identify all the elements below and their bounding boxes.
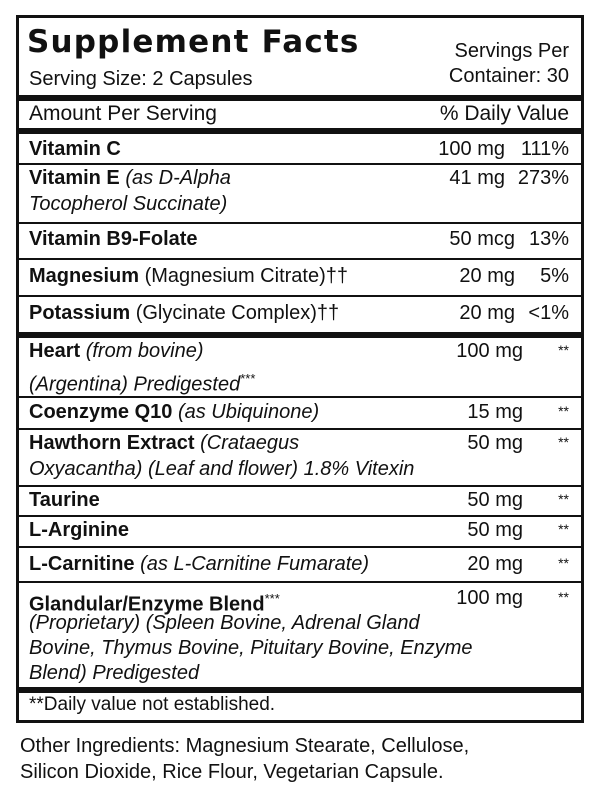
nutrient-daily-value: **	[558, 589, 569, 605]
nutrient-name: L-Arginine	[29, 519, 129, 541]
footnote: **Daily value not established.	[29, 694, 276, 715]
nutrient-daily-value: **	[558, 521, 569, 537]
nutrient-amount: 15 mg	[467, 401, 523, 423]
divider-thin	[19, 295, 581, 297]
nutrient-daily-value: **	[558, 434, 569, 450]
amount-per-serving-header: Amount Per Serving	[29, 102, 217, 125]
nutrient-name: Vitamin B9-Folate	[29, 228, 198, 250]
divider-thin	[19, 396, 581, 398]
nutrient-amount: 100 mg	[456, 587, 523, 609]
panel-title: Supplement Facts	[27, 24, 360, 60]
nutrient-description: Tocopherol Succinate)	[29, 193, 228, 215]
nutrient-name: L-Carnitine (as L-Carnitine Fumarate)	[29, 553, 370, 575]
nutrient-daily-value: **	[558, 403, 569, 419]
nutrient-description: Blend) Predigested	[29, 662, 200, 684]
nutrient-name: Potassium (Glycinate Complex)††	[29, 302, 340, 324]
nutrient-amount: 50 mg	[467, 519, 523, 541]
nutrient-name: Magnesium (Magnesium Citrate)††	[29, 265, 348, 287]
nutrient-daily-value: **	[558, 491, 569, 507]
nutrient-name: Glandular/Enzyme Blend***	[29, 591, 280, 616]
nutrient-name: Hawthorn Extract (Crataegus	[29, 432, 300, 454]
nutrient-amount: 20 mg	[467, 553, 523, 575]
nutrient-amount: 20 mg	[459, 265, 515, 287]
nutrient-name: Heart (from bovine)	[29, 340, 204, 362]
nutrient-name: Taurine	[29, 489, 100, 511]
nutrient-daily-value: **	[558, 342, 569, 358]
divider-thin	[19, 258, 581, 260]
nutrient-amount: 50 mg	[467, 432, 523, 454]
nutrient-amount: 50 mg	[467, 489, 523, 511]
nutrient-amount: 100 mg	[456, 340, 523, 362]
divider-thin	[19, 485, 581, 487]
nutrient-daily-value: 5%	[540, 265, 569, 287]
supplement-facts-panel	[16, 15, 584, 723]
nutrient-amount: 50 mcg	[449, 228, 515, 250]
nutrient-daily-value: **	[558, 555, 569, 571]
divider-thin	[19, 163, 581, 165]
nutrient-daily-value: <1%	[528, 302, 569, 324]
serving-size: Serving Size: 2 Capsules	[29, 68, 253, 90]
divider-thick	[19, 128, 581, 134]
other-ingredients-line1: Other Ingredients: Magnesium Stearate, Cellulose,	[20, 735, 470, 757]
nutrient-daily-value: 273%	[517, 167, 569, 189]
other-ingredients	[20, 733, 590, 785]
nutrient-name: Vitamin E (as D-Alpha	[29, 167, 231, 189]
nutrient-description: Oxyacantha) (Leaf and flower) 1.8% Vitexin	[29, 458, 415, 480]
divider-thin	[19, 428, 581, 430]
nutrient-amount: 20 mg	[459, 302, 515, 324]
nutrient-daily-value: 111%	[520, 138, 569, 160]
nutrient-daily-value: 13%	[528, 228, 569, 250]
nutrient-name: Vitamin C	[29, 138, 121, 160]
divider-thick	[19, 332, 581, 338]
divider-thin	[19, 222, 581, 224]
servings-per-container	[449, 39, 569, 89]
divider-thin	[19, 546, 581, 548]
other-ingredients-line2: Silicon Dioxide, Rice Flour, Vegetarian Capsule.	[20, 761, 444, 783]
nutrient-description: (Argentina) Predigested***	[29, 371, 256, 396]
nutrient-amount: 41 mg	[449, 167, 505, 189]
servings-per-line2: Container: 30	[448, 65, 569, 87]
nutrient-description: (Proprietary) (Spleen Bovine, Adrenal Gland	[29, 612, 420, 634]
divider-thin	[19, 515, 581, 517]
servings-per-line1: Servings Per	[454, 40, 569, 62]
nutrient-amount: 100 mg	[438, 138, 505, 160]
divider-thick	[19, 95, 581, 101]
nutrient-name: Coenzyme Q10 (as Ubiquinone)	[29, 401, 320, 423]
divider-thin	[19, 581, 581, 583]
divider-thick	[19, 687, 581, 693]
nutrient-description: Bovine, Thymus Bovine, Pituitary Bovine, Enzyme	[29, 637, 473, 659]
daily-value-header: % Daily Value	[439, 102, 569, 125]
